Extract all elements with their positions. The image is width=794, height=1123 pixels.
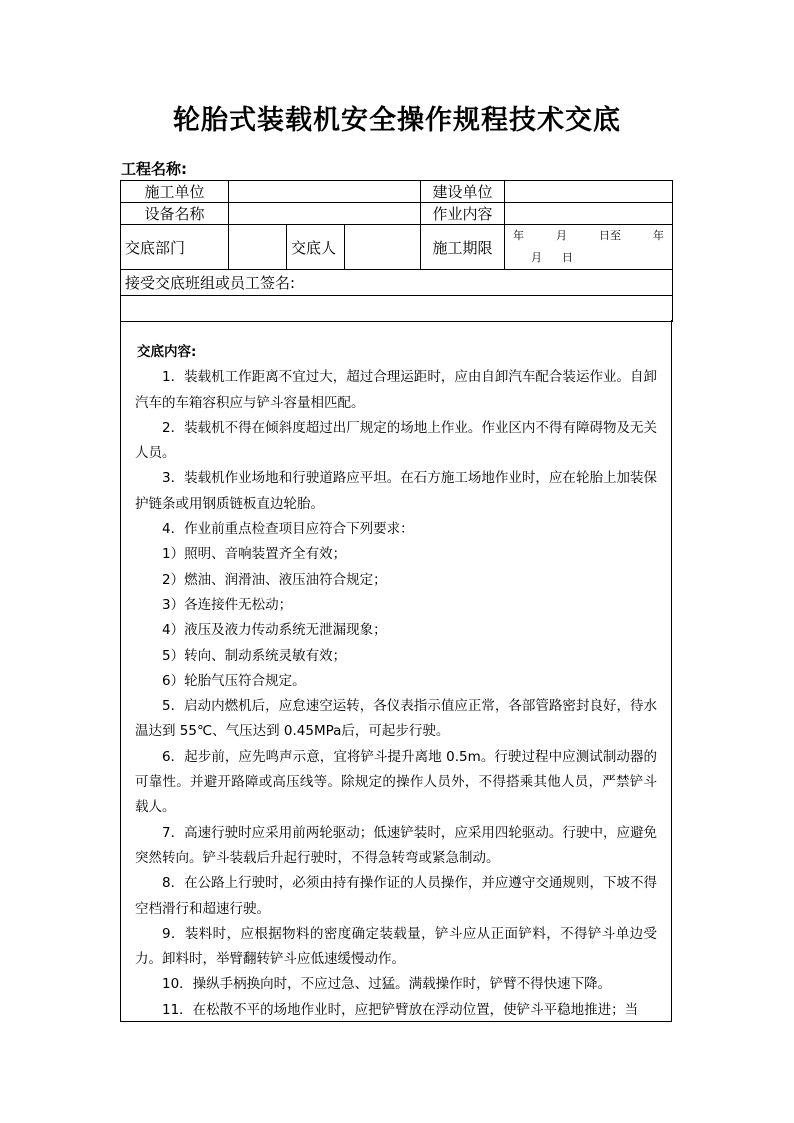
- content-body: [121, 320, 671, 1022]
- presenter-field[interactable]: [345, 225, 421, 270]
- department-field[interactable]: [229, 225, 287, 270]
- table-row: [121, 181, 673, 203]
- period-month-1: 月: [556, 229, 567, 242]
- content-paragraph: 11．在松散不平的场地作业时，应把铲臂放在浮动位置，使铲斗平稳地推进；当: [162, 1001, 639, 1018]
- content-paragraph: 5．启动内燃机后，应怠速空运转，各仪表指示值应正常，各部管路密封良好，待水温达到 55℃、气压达到 0.45MPa后，可起步行驶。: [135, 698, 657, 740]
- content-paragraph: 1）照明、音响装置齐全有效；: [162, 546, 347, 563]
- content-paragraph: 2．装载机不得在倾斜度超过出厂规定的场地上作业。作业区内不得有障碍物及无关人员。: [135, 419, 657, 462]
- table-row: [121, 296, 673, 322]
- period-day-1: 日至: [599, 229, 621, 242]
- content-paragraph: 4）液压及液力传动系统无泄漏现象；: [162, 622, 387, 639]
- content-paragraph: 4．作业前重点检查项目应符合下列要求：: [162, 521, 414, 538]
- content-paragraph: 9．装料时，应根据物料的密度确定装载量，铲斗应从正面铲料，不得铲斗单边受力。卸料时，举臂翻转铲斗应低速缓慢动作。: [135, 925, 657, 968]
- content-paragraph: 5）转向、制动系统灵敏有效；: [162, 647, 347, 664]
- presenter-label: 交底人: [287, 225, 345, 270]
- equipment-name-label: 设备名称: [121, 203, 229, 225]
- period-day-2: 日: [562, 251, 573, 264]
- period-end: [513, 247, 664, 269]
- content-paragraph: 2）燃油、润滑油、液压油符合规定；: [162, 571, 387, 588]
- department-label: 交底部门: [121, 225, 229, 270]
- equipment-name-field[interactable]: [229, 203, 421, 225]
- content-paragraph: 6．起步前，应先鸣声示意，宜将铲斗提升离地 0.5m。行驶过程中应测试制动器的可靠性。并避开路障或高压线等。除规定的操作人员外，不得搭乘其他人员，严禁铲斗载人。: [135, 748, 657, 816]
- period-label: 施工期限: [421, 225, 505, 270]
- period-year-1: 年: [513, 229, 524, 242]
- document-title: 轮胎式装载机安全操作规程技术交底: [173, 105, 621, 136]
- work-content-label: 作业内容: [421, 203, 505, 225]
- period-year-2: 年: [653, 229, 664, 242]
- content-paragraph: 1．装载机工作距离不宜过大，超过合理运距时，应由自卸汽车配合装运作业。自卸汽车的车箱容积应与铲斗容量相匹配。: [135, 369, 657, 411]
- content-paragraph: 7．高速行驶时应采用前两轮驱动；低速铲装时，应采用四轮驱动。行驶中，应避免突然转向。铲斗装载后升起行驶时，不得急转弯或紧急制动。: [135, 824, 657, 866]
- content-box: [120, 320, 672, 1022]
- table-row: [121, 225, 673, 270]
- content-paragraph: 6）轮胎气压符合规定。: [162, 672, 306, 689]
- client-unit-field[interactable]: [505, 181, 673, 203]
- content-heading: 交底内容:: [137, 344, 197, 360]
- content-paragraph: 8．在公路上行驶时，必须由持有操作证的人员操作，并应遵守交通规则，下坡不得空档滑行和超速行驶。: [135, 875, 657, 917]
- signature-field[interactable]: [121, 296, 673, 322]
- signature-label: 接受交底班组或员工签名:: [121, 270, 673, 296]
- construction-unit-label: 施工单位: [121, 181, 229, 203]
- period-month-2: 月: [531, 251, 542, 264]
- project-name-label: 工程名称:: [121, 160, 187, 178]
- table-row: [121, 270, 673, 296]
- client-unit-label: 建设单位: [421, 181, 505, 203]
- work-content-field[interactable]: [505, 203, 673, 225]
- period-start: [513, 225, 664, 247]
- content-paragraph: 3．装载机作业场地和行驶道路应平坦。在石方施工场地作业时，应在轮胎上加装保护链条或用钢质链板直边轮胎。: [135, 470, 657, 512]
- content-paragraph: 3）各连接件无松动；: [162, 596, 293, 613]
- content-paragraph: 10．操纵手柄换向时，不应过急、过猛。满载操作时，铲臂不得快速下降。: [162, 976, 612, 993]
- info-table: [120, 180, 673, 322]
- table-row: [121, 203, 673, 225]
- period-field[interactable]: [505, 225, 673, 270]
- construction-unit-field[interactable]: [229, 181, 421, 203]
